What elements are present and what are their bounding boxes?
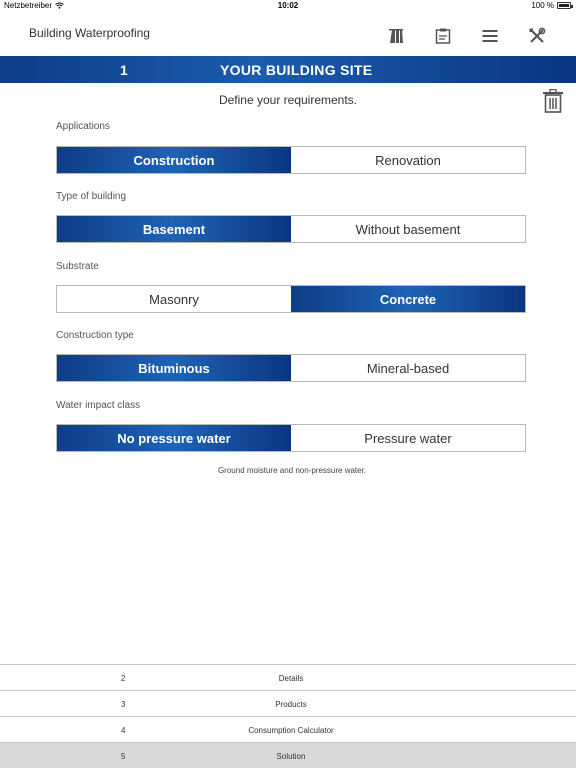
section-title: YOUR BUILDING SITE xyxy=(220,62,373,78)
step-row-solution[interactable] xyxy=(0,742,576,768)
option-construction[interactable]: Construction xyxy=(57,147,291,173)
option-without-basement[interactable]: Without basement xyxy=(291,216,525,242)
step-name: Products xyxy=(275,700,307,709)
applications-selector xyxy=(56,146,526,174)
clipboard-icon[interactable] xyxy=(434,27,452,45)
construction-type-label: Construction type xyxy=(56,330,134,341)
building-type-label: Type of building xyxy=(56,191,127,202)
substrate-selector xyxy=(56,285,526,313)
section-number: 1 xyxy=(120,62,128,78)
building-type-selector xyxy=(56,215,526,243)
step-number: 2 xyxy=(121,674,126,683)
tools-icon[interactable] xyxy=(528,27,546,45)
water-impact-selector xyxy=(56,424,526,452)
option-mineral-based[interactable]: Mineral-based xyxy=(291,355,525,381)
applications-label: Applications xyxy=(56,121,110,132)
option-bituminous[interactable]: Bituminous xyxy=(57,355,291,381)
option-renovation[interactable]: Renovation xyxy=(291,147,525,173)
step-row-consumption-calculator[interactable] xyxy=(0,716,576,742)
substrate-label: Substrate xyxy=(56,261,99,272)
option-pressure-water[interactable]: Pressure water xyxy=(291,425,525,451)
status-bar xyxy=(0,0,576,12)
water-impact-label: Water impact class xyxy=(56,400,141,411)
step-row-products[interactable] xyxy=(0,690,576,716)
status-time: 10:02 xyxy=(277,1,299,10)
intro-text: Define your requirements. xyxy=(218,93,358,107)
step-number: 3 xyxy=(121,700,126,709)
option-concrete[interactable]: Concrete xyxy=(291,286,525,312)
step-name: Solution xyxy=(276,752,306,761)
section-header xyxy=(0,56,576,83)
construction-type-selector xyxy=(56,354,526,382)
option-masonry[interactable]: Masonry xyxy=(57,286,291,312)
building-icon[interactable] xyxy=(387,27,405,45)
status-right xyxy=(531,1,571,10)
battery-icon xyxy=(557,2,571,9)
menu-icon[interactable] xyxy=(481,27,499,45)
carrier-label: Netzbetreiber xyxy=(4,1,53,10)
step-name: Details xyxy=(278,674,304,683)
option-no-pressure-water[interactable]: No pressure water xyxy=(57,425,291,451)
step-number: 4 xyxy=(121,726,126,735)
option-basement[interactable]: Basement xyxy=(57,216,291,242)
app-header xyxy=(0,14,576,56)
step-number: 5 xyxy=(121,752,126,761)
app-title: Building Waterproofing xyxy=(29,26,150,40)
battery-label: 100 % xyxy=(531,1,554,10)
step-name: Consumption Calculator xyxy=(248,726,334,735)
water-impact-note: Ground moisture and non-pressure water. xyxy=(217,466,367,475)
step-row-details[interactable] xyxy=(0,664,576,690)
